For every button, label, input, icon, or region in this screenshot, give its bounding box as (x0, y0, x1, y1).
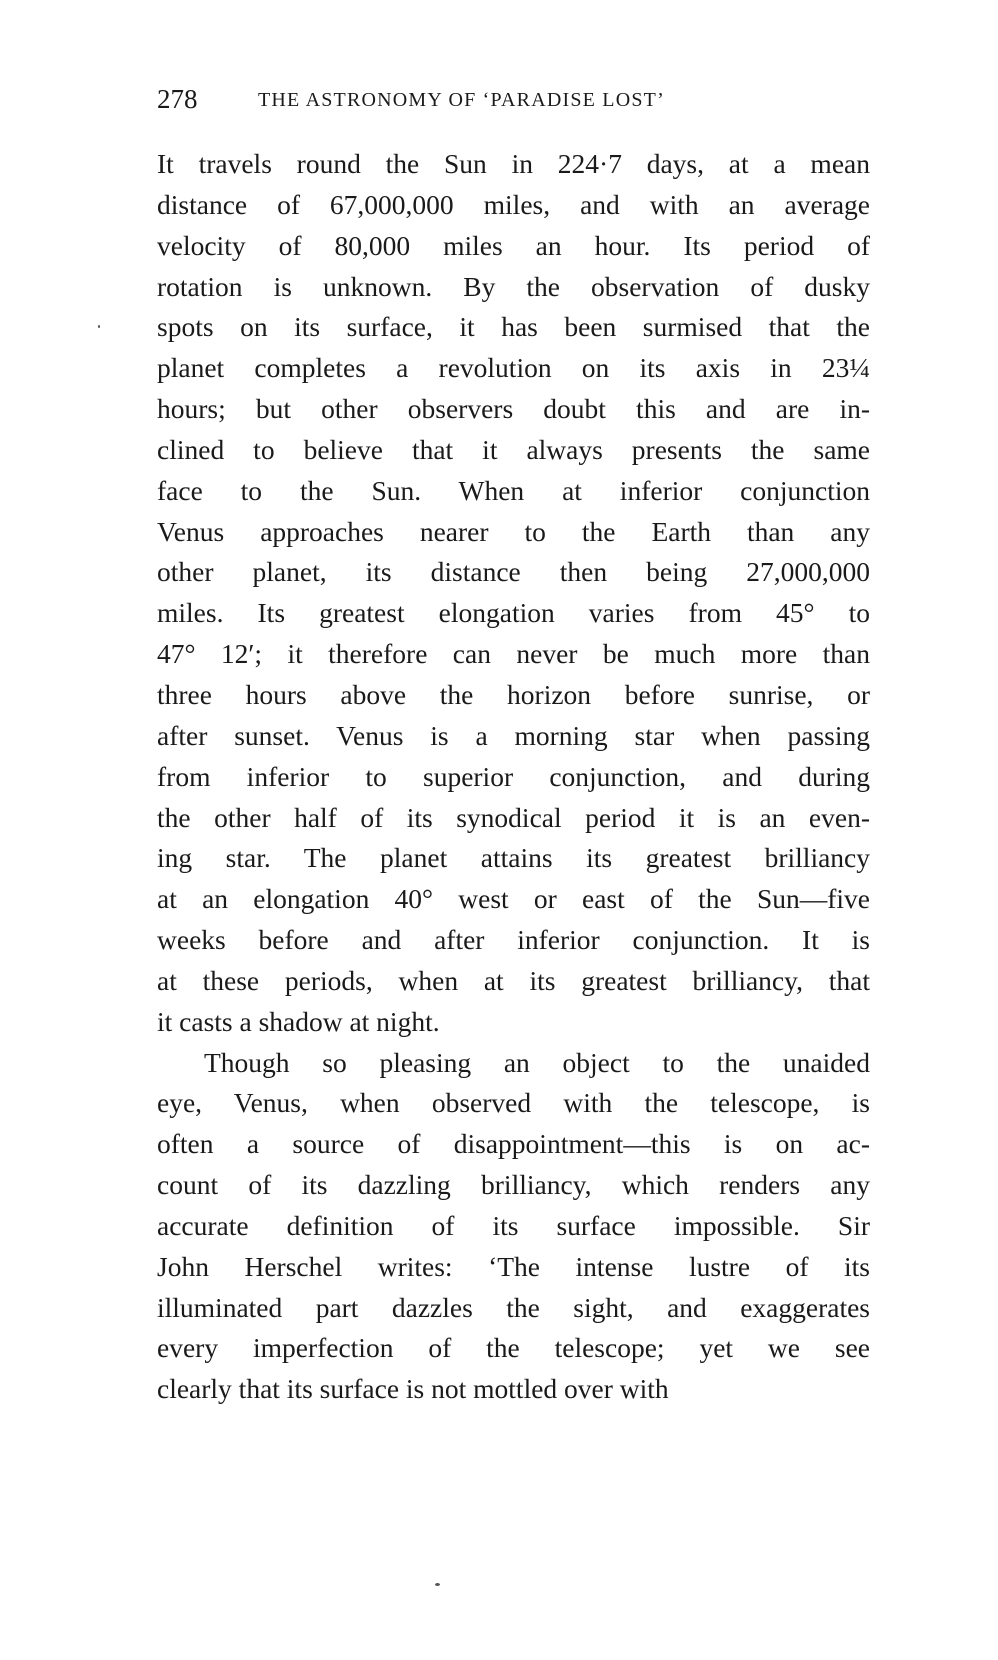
text-line: illuminated part dazzles the sight, and exaggerates (157, 1291, 870, 1323)
text-line: accurate definition of its surface impossible. Sir (157, 1209, 870, 1241)
text-line: three hours above the horizon before sunrise, or (157, 678, 870, 710)
text-line: distance of 67,000,000 miles, and with an average (157, 188, 870, 220)
scan-speck (435, 1583, 440, 1586)
text-line: often a source of disappointment—this is on ac- (157, 1128, 870, 1160)
text-line: hours; but other observers doubt this and are in- (157, 393, 870, 425)
page-number: 278 (157, 84, 198, 114)
text-line: spots on its surface, it has been surmised that the (157, 311, 870, 343)
page-body (157, 144, 870, 1410)
text-line: it casts a shadow at night. (157, 1005, 440, 1037)
text-line: ing star. The planet attains its greatest brilliancy (157, 842, 870, 874)
text-line: velocity of 80,000 miles an hour. Its period of (157, 229, 870, 261)
text-line: after sunset. Venus is a morning star when passing (157, 719, 870, 751)
text-line: planet completes a revolution on its axis in 23¼ (157, 352, 870, 384)
text-line: rotation is unknown. By the observation of dusky (157, 270, 870, 302)
running-title: THE ASTRONOMY OF ‘PARADISE LOST’ (258, 89, 665, 111)
text-line: Venus approaches nearer to the Earth than any (157, 515, 870, 547)
text-line: 47° 12′; it therefore can never be much more than (157, 638, 870, 670)
text-line: weeks before and after inferior conjunction. It is (157, 924, 870, 956)
text-line: clined to believe that it always presents the same (157, 433, 870, 465)
scan-speck (98, 325, 100, 328)
text-line: other planet, its distance then being 27,000,000 (157, 556, 870, 588)
text-line: It travels round the Sun in 224·7 days, at a mean (157, 148, 870, 179)
text-line: Though so pleasing an object to the unaided (204, 1046, 870, 1078)
text-line: count of its dazzling brilliancy, which renders any (157, 1169, 870, 1201)
text-line: eye, Venus, when observed with the telescope, is (157, 1087, 870, 1119)
running-header (157, 84, 870, 118)
text-line: every imperfection of the telescope; yet we see (157, 1332, 870, 1364)
text-line: face to the Sun. When at inferior conjunction (157, 474, 870, 506)
text-line: miles. Its greatest elongation varies from 45° to (157, 597, 870, 629)
text-line: at an elongation 40° west or east of the Sun—five (157, 883, 870, 915)
text-line: at these periods, when at its greatest brilliancy, that (157, 964, 870, 996)
text-line: John Herschel writes: ‘The intense lustre of its (157, 1250, 870, 1282)
text-line: clearly that its surface is not mottled over with (157, 1373, 669, 1405)
text-line: the other half of its synodical period it is an even- (157, 801, 870, 833)
text-line: from inferior to superior conjunction, and during (157, 760, 870, 792)
